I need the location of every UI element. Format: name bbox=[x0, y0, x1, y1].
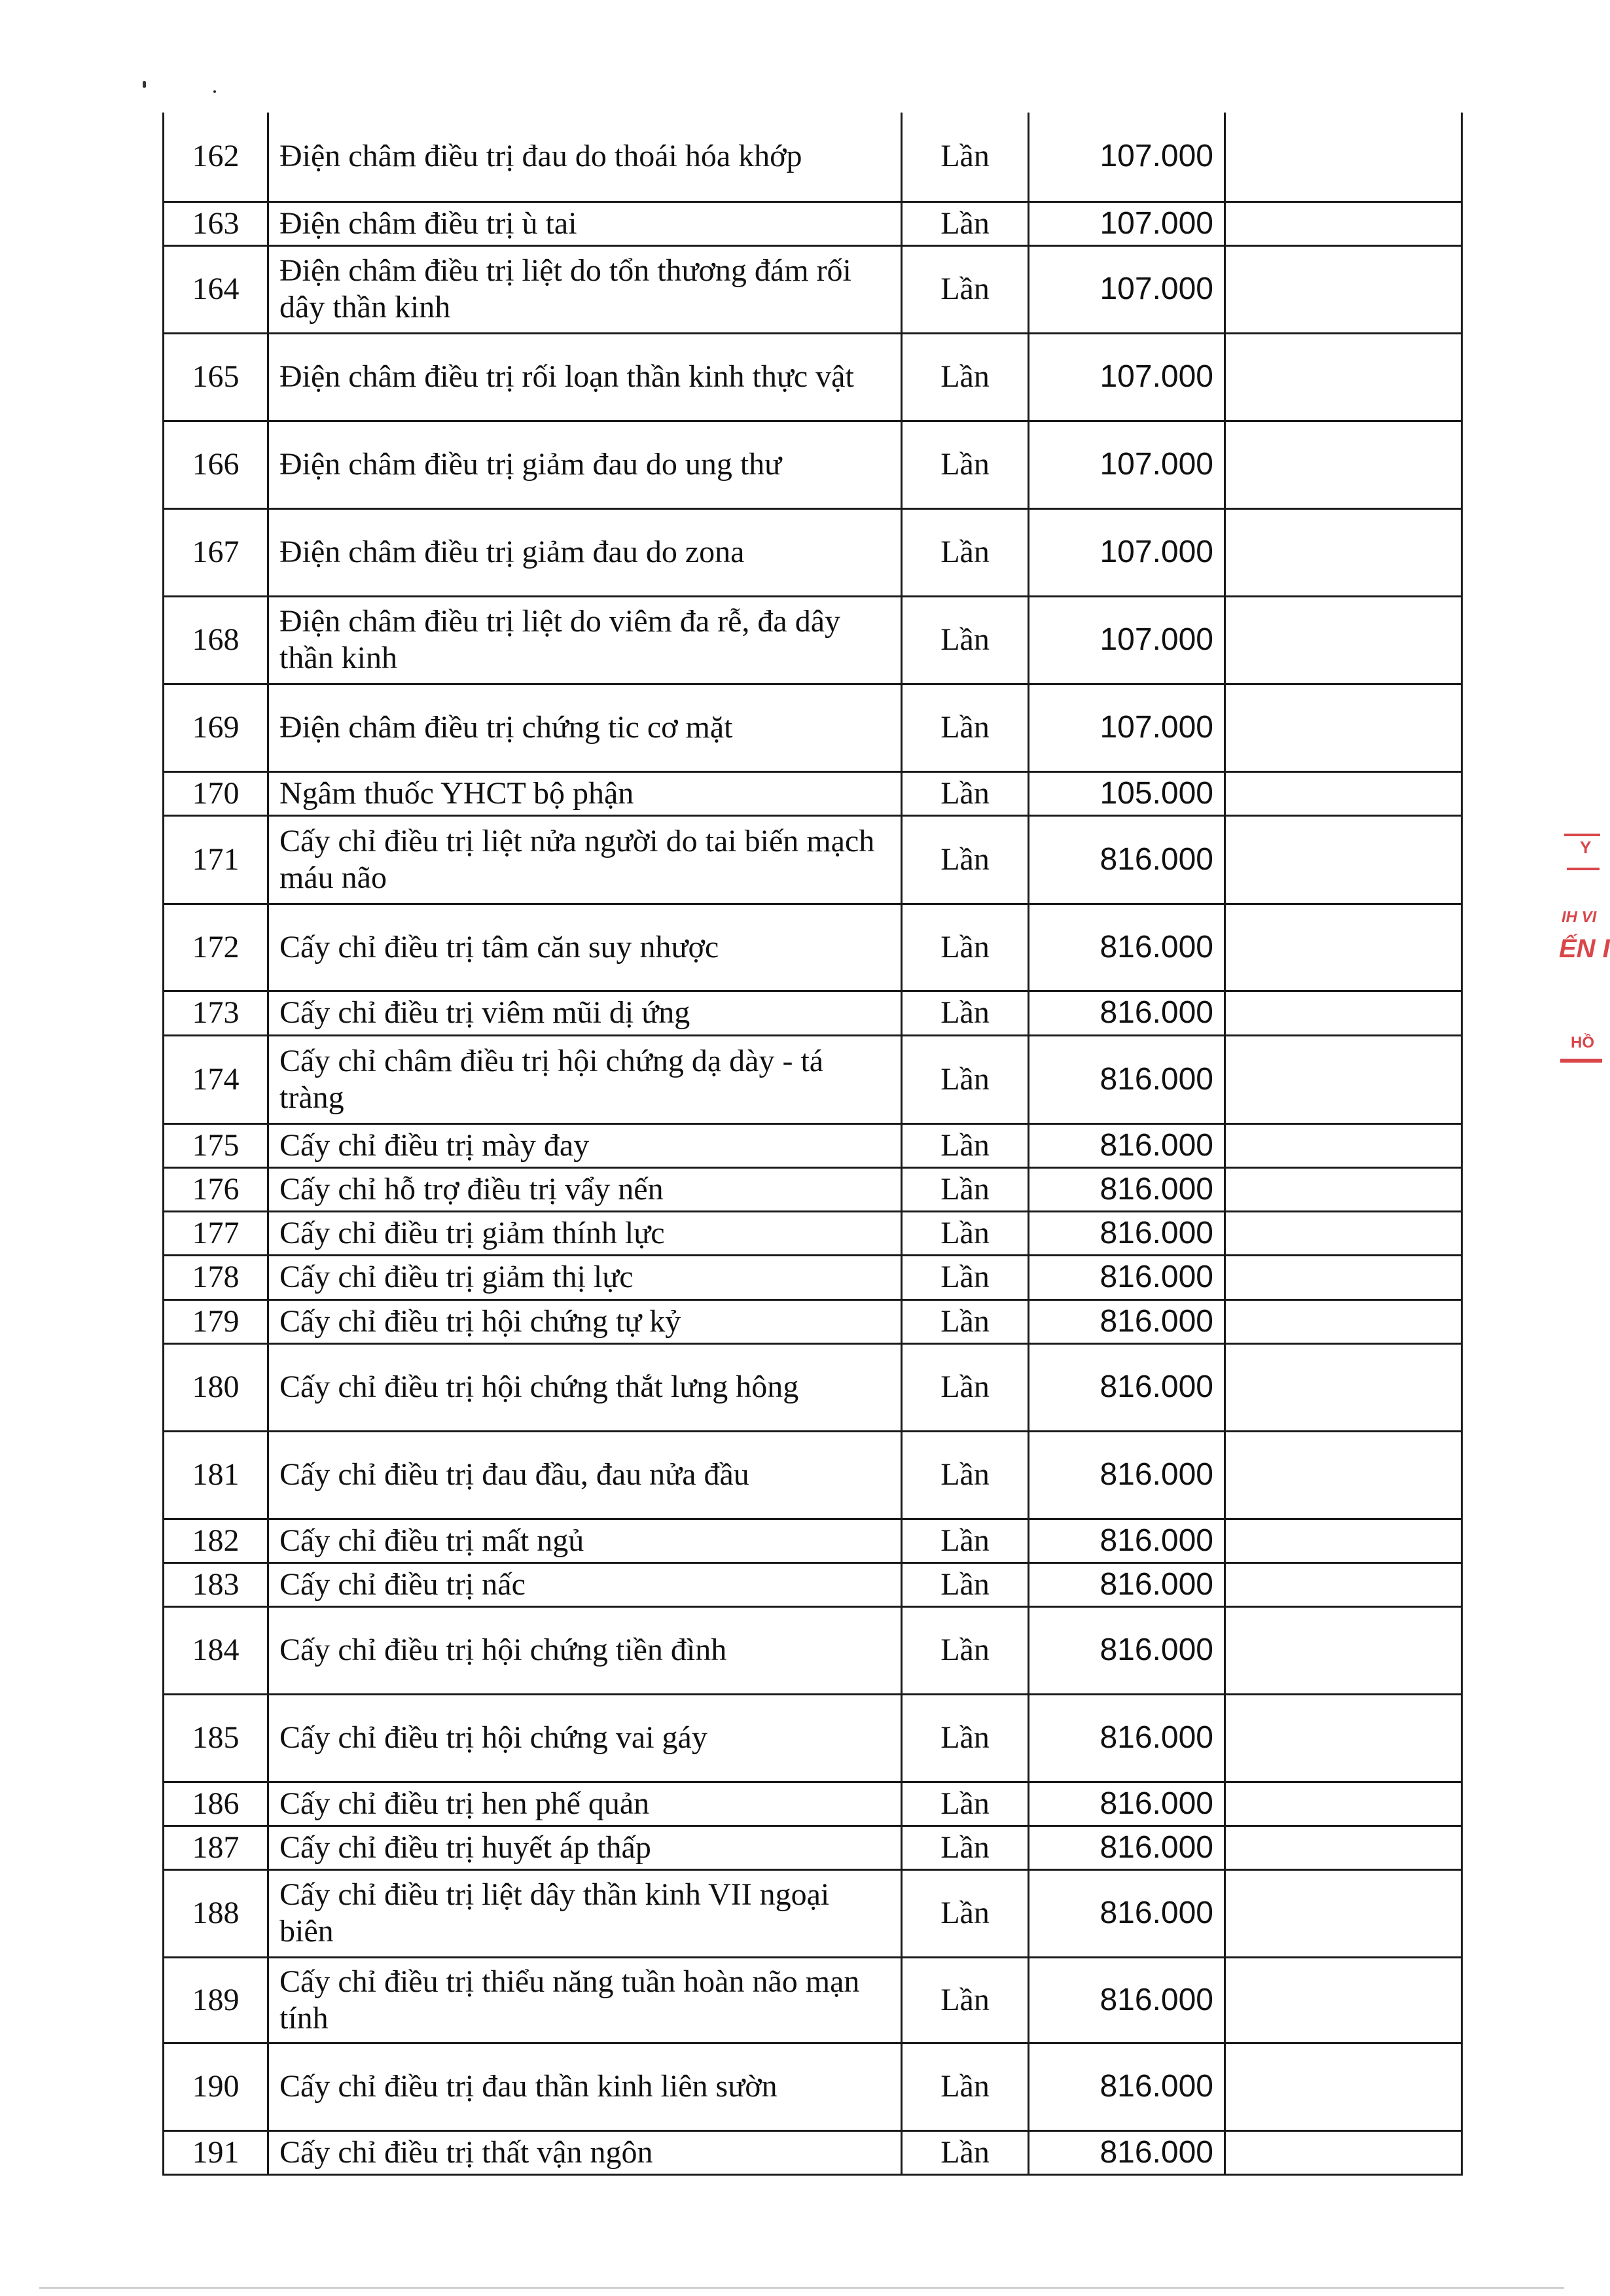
table-row bbox=[164, 1694, 1462, 1782]
row-number: 172 bbox=[164, 904, 268, 991]
note-cell bbox=[1225, 1123, 1462, 1167]
row-number: 167 bbox=[164, 508, 268, 596]
unit: Lần bbox=[902, 2130, 1029, 2174]
note-cell bbox=[1225, 508, 1462, 596]
price: 816.000 bbox=[1029, 1782, 1225, 1826]
unit: Lần bbox=[902, 1123, 1029, 1167]
price: 816.000 bbox=[1029, 1343, 1225, 1431]
unit: Lần bbox=[902, 1167, 1029, 1211]
table-row bbox=[164, 1211, 1462, 1255]
note-cell bbox=[1225, 1299, 1462, 1343]
price: 107.000 bbox=[1029, 333, 1225, 421]
scan-mark bbox=[213, 90, 216, 93]
stamp-text: Y bbox=[1580, 838, 1592, 857]
unit: Lần bbox=[902, 1431, 1029, 1519]
table-row bbox=[164, 771, 1462, 815]
service-name: Cấy chỉ hỗ trợ điều trị vẩy nến bbox=[268, 1167, 902, 1211]
red-stamp-fragment bbox=[1558, 824, 1610, 1099]
price: 105.000 bbox=[1029, 771, 1225, 815]
price: 107.000 bbox=[1029, 202, 1225, 245]
unit: Lần bbox=[902, 904, 1029, 991]
row-number: 186 bbox=[164, 1782, 268, 1826]
row-number: 176 bbox=[164, 1167, 268, 1211]
row-number: 179 bbox=[164, 1299, 268, 1343]
table-row bbox=[164, 508, 1462, 596]
service-name: Cấy chỉ châm điều trị hội chứng dạ dày - tá tràng bbox=[268, 1035, 902, 1123]
note-cell bbox=[1225, 1431, 1462, 1519]
table-row bbox=[164, 245, 1462, 333]
note-cell bbox=[1225, 684, 1462, 771]
service-name: Cấy chỉ điều trị hội chứng thắt lưng hông bbox=[268, 1343, 902, 1431]
stamp-text: HỒ bbox=[1571, 1034, 1594, 1051]
unit: Lần bbox=[902, 1343, 1029, 1431]
service-name: Cấy chỉ điều trị giảm thính lực bbox=[268, 1211, 902, 1255]
table-row bbox=[164, 1826, 1462, 1869]
unit: Lần bbox=[902, 245, 1029, 333]
unit: Lần bbox=[902, 1519, 1029, 1563]
note-cell bbox=[1225, 991, 1462, 1035]
table-row bbox=[164, 202, 1462, 245]
table-row bbox=[164, 991, 1462, 1035]
table-row bbox=[164, 815, 1462, 904]
service-name: Điện châm điều trị đau do thoái hóa khớp bbox=[268, 113, 902, 202]
table-row bbox=[164, 684, 1462, 771]
price: 107.000 bbox=[1029, 684, 1225, 771]
service-name: Cấy chỉ điều trị viêm mũi dị ứng bbox=[268, 991, 902, 1035]
price: 816.000 bbox=[1029, 1606, 1225, 1694]
table-row bbox=[164, 904, 1462, 991]
price: 107.000 bbox=[1029, 421, 1225, 508]
row-number: 165 bbox=[164, 333, 268, 421]
unit: Lần bbox=[902, 1869, 1029, 1957]
unit: Lần bbox=[902, 1035, 1029, 1123]
price: 816.000 bbox=[1029, 1167, 1225, 1211]
unit: Lần bbox=[902, 2043, 1029, 2130]
row-number: 163 bbox=[164, 202, 268, 245]
unit: Lần bbox=[902, 421, 1029, 508]
note-cell bbox=[1225, 815, 1462, 904]
price-table bbox=[162, 113, 1463, 2176]
row-number: 188 bbox=[164, 1869, 268, 1957]
unit: Lần bbox=[902, 684, 1029, 771]
table-row bbox=[164, 1869, 1462, 1957]
service-name: Cấy chỉ điều trị liệt nửa người do tai biến mạch máu não bbox=[268, 815, 902, 904]
price: 816.000 bbox=[1029, 1431, 1225, 1519]
service-name: Cấy chỉ điều trị liệt dây thần kinh VII ngoại biên bbox=[268, 1869, 902, 1957]
service-name: Cấy chỉ điều trị thiểu năng tuần hoàn não mạn tính bbox=[268, 1957, 902, 2043]
row-number: 168 bbox=[164, 596, 268, 684]
service-name: Cấy chỉ điều trị hen phế quản bbox=[268, 1782, 902, 1826]
unit: Lần bbox=[902, 991, 1029, 1035]
unit: Lần bbox=[902, 1782, 1029, 1826]
unit: Lần bbox=[902, 202, 1029, 245]
service-name: Cấy chỉ điều trị tâm căn suy nhược bbox=[268, 904, 902, 991]
row-number: 162 bbox=[164, 113, 268, 202]
row-number: 169 bbox=[164, 684, 268, 771]
row-number: 164 bbox=[164, 245, 268, 333]
note-cell bbox=[1225, 1035, 1462, 1123]
row-number: 187 bbox=[164, 1826, 268, 1869]
price: 107.000 bbox=[1029, 245, 1225, 333]
table-row bbox=[164, 1035, 1462, 1123]
page-bottom-edge bbox=[39, 2287, 1564, 2289]
stamp-text: ẾN I bbox=[1559, 934, 1610, 963]
row-number: 191 bbox=[164, 2130, 268, 2174]
service-name: Điện châm điều trị giảm đau do ung thư bbox=[268, 421, 902, 508]
row-number: 181 bbox=[164, 1431, 268, 1519]
service-name: Cấy chỉ điều trị huyết áp thấp bbox=[268, 1826, 902, 1869]
note-cell bbox=[1225, 1343, 1462, 1431]
table-row bbox=[164, 1431, 1462, 1519]
service-name: Điện châm điều trị rối loạn thần kinh thực vật bbox=[268, 333, 902, 421]
table-row bbox=[164, 421, 1462, 508]
note-cell bbox=[1225, 1694, 1462, 1782]
row-number: 180 bbox=[164, 1343, 268, 1431]
price: 107.000 bbox=[1029, 596, 1225, 684]
service-name: Cấy chỉ điều trị mày đay bbox=[268, 1123, 902, 1167]
price: 816.000 bbox=[1029, 1694, 1225, 1782]
row-number: 175 bbox=[164, 1123, 268, 1167]
service-name: Cấy chỉ điều trị hội chứng tự kỷ bbox=[268, 1299, 902, 1343]
unit: Lần bbox=[902, 508, 1029, 596]
note-cell bbox=[1225, 596, 1462, 684]
service-name: Điện châm điều trị giảm đau do zona bbox=[268, 508, 902, 596]
note-cell bbox=[1225, 421, 1462, 508]
service-name: Điện châm điều trị liệt do tổn thương đám rối dây thần kinh bbox=[268, 245, 902, 333]
service-name: Cấy chỉ điều trị hội chứng vai gáy bbox=[268, 1694, 902, 1782]
table-row bbox=[164, 1255, 1462, 1299]
service-name: Cấy chỉ điều trị nấc bbox=[268, 1563, 902, 1606]
row-number: 185 bbox=[164, 1694, 268, 1782]
note-cell bbox=[1225, 1563, 1462, 1606]
service-name: Cấy chỉ điều trị thất vận ngôn bbox=[268, 2130, 902, 2174]
row-number: 171 bbox=[164, 815, 268, 904]
stamp-line bbox=[1564, 834, 1600, 836]
row-number: 183 bbox=[164, 1563, 268, 1606]
unit: Lần bbox=[902, 113, 1029, 202]
table-row bbox=[164, 1167, 1462, 1211]
note-cell bbox=[1225, 1606, 1462, 1694]
table-row bbox=[164, 333, 1462, 421]
stamp-text: IH VI bbox=[1562, 908, 1597, 926]
price: 816.000 bbox=[1029, 1563, 1225, 1606]
note-cell bbox=[1225, 1782, 1462, 1826]
note-cell bbox=[1225, 1869, 1462, 1957]
table-row bbox=[164, 2043, 1462, 2130]
stamp-line bbox=[1567, 868, 1600, 870]
table-row bbox=[164, 1299, 1462, 1343]
service-name: Ngâm thuốc YHCT bộ phận bbox=[268, 771, 902, 815]
note-cell bbox=[1225, 113, 1462, 202]
unit: Lần bbox=[902, 1826, 1029, 1869]
table-row bbox=[164, 2130, 1462, 2174]
unit: Lần bbox=[902, 1957, 1029, 2043]
service-name: Cấy chỉ điều trị hội chứng tiền đình bbox=[268, 1606, 902, 1694]
row-number: 170 bbox=[164, 771, 268, 815]
price: 816.000 bbox=[1029, 2043, 1225, 2130]
price: 107.000 bbox=[1029, 113, 1225, 202]
price: 816.000 bbox=[1029, 815, 1225, 904]
scan-mark bbox=[143, 81, 146, 88]
table-row bbox=[164, 113, 1462, 202]
unit: Lần bbox=[902, 596, 1029, 684]
price: 816.000 bbox=[1029, 1869, 1225, 1957]
note-cell bbox=[1225, 333, 1462, 421]
note-cell bbox=[1225, 2043, 1462, 2130]
price: 816.000 bbox=[1029, 991, 1225, 1035]
note-cell bbox=[1225, 2130, 1462, 2174]
unit: Lần bbox=[902, 1563, 1029, 1606]
note-cell bbox=[1225, 1211, 1462, 1255]
unit: Lần bbox=[902, 1299, 1029, 1343]
row-number: 174 bbox=[164, 1035, 268, 1123]
service-name: Cấy chỉ điều trị đau thần kinh liên sườn bbox=[268, 2043, 902, 2130]
unit: Lần bbox=[902, 1255, 1029, 1299]
table-row bbox=[164, 596, 1462, 684]
note-cell bbox=[1225, 1826, 1462, 1869]
row-number: 177 bbox=[164, 1211, 268, 1255]
price: 816.000 bbox=[1029, 2130, 1225, 2174]
service-name: Điện châm điều trị ù tai bbox=[268, 202, 902, 245]
unit: Lần bbox=[902, 333, 1029, 421]
table-row bbox=[164, 1519, 1462, 1563]
table-row bbox=[164, 1782, 1462, 1826]
service-name: Cấy chỉ điều trị giảm thị lực bbox=[268, 1255, 902, 1299]
price: 816.000 bbox=[1029, 1035, 1225, 1123]
table-row bbox=[164, 1123, 1462, 1167]
price: 816.000 bbox=[1029, 1299, 1225, 1343]
service-name: Cấy chỉ điều trị đau đầu, đau nửa đầu bbox=[268, 1431, 902, 1519]
price: 816.000 bbox=[1029, 1255, 1225, 1299]
unit: Lần bbox=[902, 1211, 1029, 1255]
service-name: Cấy chỉ điều trị mất ngủ bbox=[268, 1519, 902, 1563]
price: 816.000 bbox=[1029, 1519, 1225, 1563]
table-row bbox=[164, 1957, 1462, 2043]
note-cell bbox=[1225, 1255, 1462, 1299]
price: 816.000 bbox=[1029, 1123, 1225, 1167]
price: 816.000 bbox=[1029, 904, 1225, 991]
row-number: 182 bbox=[164, 1519, 268, 1563]
note-cell bbox=[1225, 904, 1462, 991]
note-cell bbox=[1225, 202, 1462, 245]
note-cell bbox=[1225, 1167, 1462, 1211]
row-number: 189 bbox=[164, 1957, 268, 2043]
row-number: 190 bbox=[164, 2043, 268, 2130]
price: 816.000 bbox=[1029, 1957, 1225, 2043]
table-row bbox=[164, 1563, 1462, 1606]
row-number: 173 bbox=[164, 991, 268, 1035]
price: 816.000 bbox=[1029, 1826, 1225, 1869]
row-number: 166 bbox=[164, 421, 268, 508]
note-cell bbox=[1225, 1957, 1462, 2043]
price: 816.000 bbox=[1029, 1211, 1225, 1255]
row-number: 178 bbox=[164, 1255, 268, 1299]
unit: Lần bbox=[902, 1694, 1029, 1782]
unit: Lần bbox=[902, 1606, 1029, 1694]
table-row bbox=[164, 1606, 1462, 1694]
service-name: Điện châm điều trị chứng tic cơ mặt bbox=[268, 684, 902, 771]
unit: Lần bbox=[902, 771, 1029, 815]
stamp-line bbox=[1560, 1059, 1602, 1063]
note-cell bbox=[1225, 771, 1462, 815]
table-row bbox=[164, 1343, 1462, 1431]
price: 107.000 bbox=[1029, 508, 1225, 596]
row-number: 184 bbox=[164, 1606, 268, 1694]
service-name: Điện châm điều trị liệt do viêm đa rễ, đa dây thần kinh bbox=[268, 596, 902, 684]
note-cell bbox=[1225, 245, 1462, 333]
note-cell bbox=[1225, 1519, 1462, 1563]
unit: Lần bbox=[902, 815, 1029, 904]
